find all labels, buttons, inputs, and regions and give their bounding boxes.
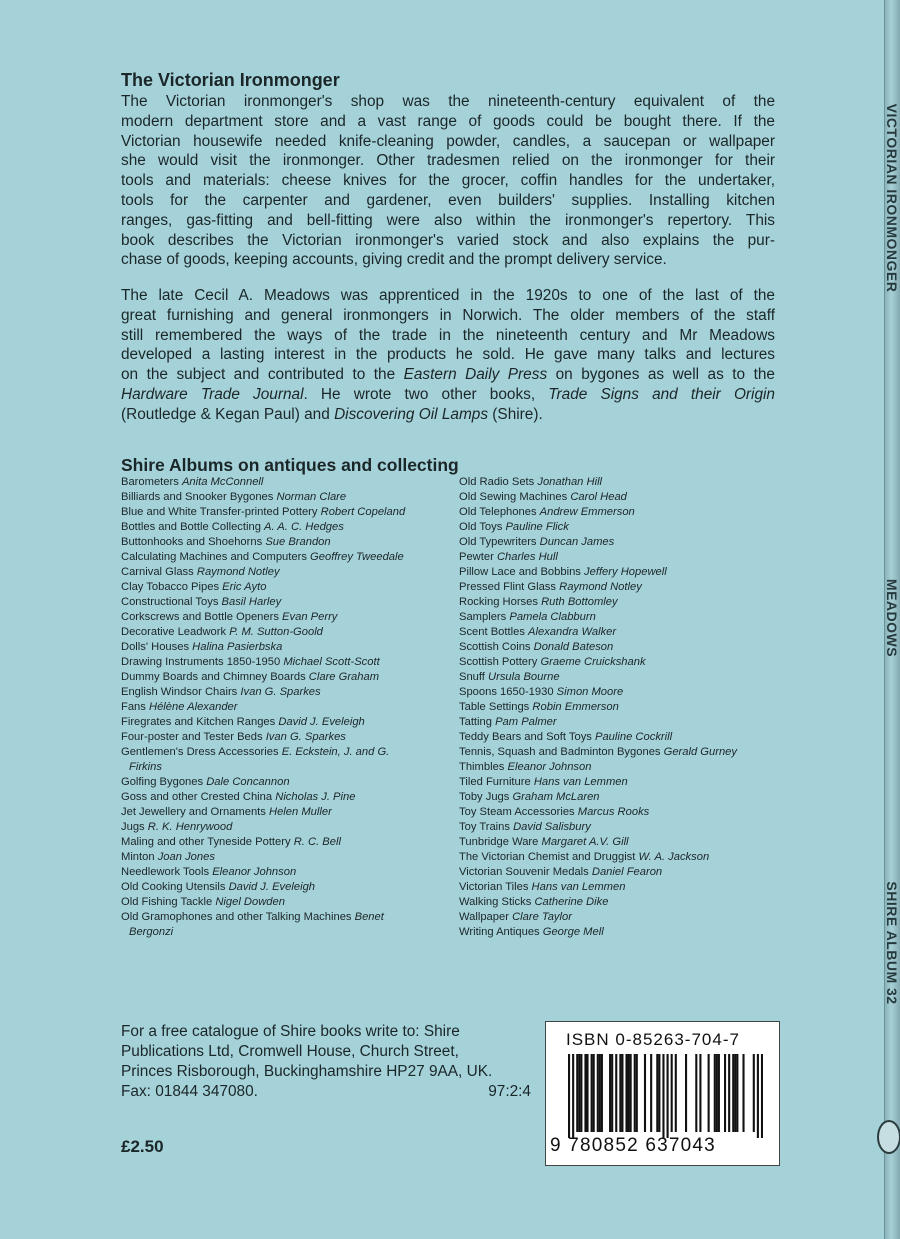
album-entry	[459, 580, 799, 595]
paragraph-line	[121, 405, 775, 425]
album-entry	[121, 625, 441, 640]
text-run: (Shire).	[488, 405, 543, 423]
barcode-bar	[644, 1054, 646, 1132]
album-title: Spoons 1650-1930	[459, 686, 554, 698]
text-run: (Routledge & Kegan Paul) and	[121, 405, 335, 423]
album-author: P. M. Sutton-Goold	[229, 626, 323, 638]
album-entry	[459, 760, 799, 775]
album-entry	[121, 655, 441, 670]
album-entry	[121, 505, 441, 520]
barcode-bar	[601, 1054, 603, 1132]
paragraph-line: tools and materials: cheese knives for the grocer, coffin handles for the undertaker,	[121, 172, 775, 190]
album-author: Margaret A.V. Gill	[541, 836, 629, 848]
album-author: Marcus Rooks	[577, 806, 650, 818]
album-title: Tiled Furniture	[459, 776, 531, 788]
barcode-bar	[671, 1054, 673, 1132]
spine-title: VICTORIAN IRONMONGER	[884, 103, 900, 293]
barcode-bar	[615, 1054, 617, 1132]
album-entry	[459, 835, 799, 850]
barcode-bar	[675, 1054, 677, 1132]
album-entry	[121, 520, 441, 535]
album-entry	[121, 565, 441, 580]
album-title: Victorian Souvenir Medals	[459, 866, 589, 878]
album-title: Pillow Lace and Bobbins	[459, 566, 581, 578]
barcode-bar	[580, 1054, 582, 1132]
album-author: Eric Ayto	[222, 581, 267, 593]
isbn-number: ISBN 0-85263-704-7	[566, 1030, 740, 1049]
album-author: Duncan James	[539, 536, 615, 548]
album-author: R. K. Henrywood	[147, 821, 233, 833]
album-title: Tennis, Squash and Badminton Bygones	[459, 746, 661, 758]
barcode-bar	[761, 1054, 763, 1138]
album-entry	[459, 520, 799, 535]
album-author: Dale Concannon	[206, 776, 290, 788]
paragraph-line	[121, 385, 775, 405]
album-author: Pauline Flick	[505, 521, 569, 533]
album-author: Ivan G. Sparkes	[240, 686, 321, 698]
album-entry	[121, 910, 441, 925]
album-title: Maling and other Tyneside Pottery	[121, 836, 291, 848]
album-author: Graham McLaren	[512, 791, 600, 803]
barcode-bar	[572, 1054, 574, 1138]
album-entry	[121, 775, 441, 790]
album-entry	[459, 655, 799, 670]
album-title: Toy Trains	[459, 821, 510, 833]
series-list-heading: Shire Albums on antiques and collecting	[121, 455, 459, 475]
album-entry	[121, 865, 441, 880]
album-author: Evan Perry	[282, 611, 338, 623]
album-title: Goss and other Crested China	[121, 791, 273, 803]
album-title: Jugs	[121, 821, 145, 833]
album-author: Nigel Dowden	[215, 896, 285, 908]
album-author: Bergonzi	[129, 926, 174, 938]
print-code: 97:2:4	[488, 1083, 531, 1100]
album-entry	[459, 730, 799, 745]
album-entry	[121, 820, 441, 835]
album-entry	[121, 895, 441, 910]
album-entry	[121, 685, 441, 700]
album-title: Needlework Tools	[121, 866, 210, 878]
barcode-bar	[662, 1054, 664, 1138]
album-author: Sue Brandon	[265, 536, 331, 548]
paragraph-line: Victorian housewife needed knife-cleaning powder, candles, a saucepan or wallpaper	[121, 132, 775, 150]
album-entry	[459, 550, 799, 565]
album-title: Clay Tobacco Pipes	[121, 581, 220, 593]
album-title: Dummy Boards and Chimney Boards	[121, 671, 306, 683]
album-author: Gerald Gurney	[663, 746, 737, 758]
shire-logo-icon	[877, 1120, 900, 1154]
album-title: English Windsor Chairs	[121, 686, 238, 698]
paragraph-line: chase of goods, keeping accounts, giving credit and the prompt delivery service.	[121, 251, 667, 269]
text-run: The late Cecil A. Meadows was apprenticed in the 1920s to one of the last of the	[121, 287, 775, 304]
album-author: W. A. Jackson	[638, 851, 710, 863]
album-entry	[459, 565, 799, 580]
album-entry	[121, 790, 441, 805]
album-title: Constructional Toys	[121, 596, 219, 608]
album-title: Old Typewriters	[459, 536, 537, 548]
album-author: Pamela Clabburn	[509, 611, 596, 623]
album-entry	[121, 610, 441, 625]
album-title: Drawing Instruments 1850-1950	[121, 656, 281, 668]
album-entry	[121, 850, 441, 865]
barcode-bar	[584, 1054, 586, 1132]
paragraph-line: ranges, gas-fitting and bell-fitting were also within the ironmonger's repertory. This	[121, 211, 775, 229]
album-entry	[459, 805, 799, 820]
album-entry	[459, 700, 799, 715]
barcode-bar	[667, 1054, 669, 1138]
album-entry	[121, 835, 441, 850]
text-run: on bygones as well as to the	[547, 366, 775, 384]
text-run: still remembered the ways of the trade in the nineteenth century and Mr Meadows	[121, 326, 775, 344]
paragraph-line: book describes the Victorian ironmonger's varied stock and also explains the pur-	[121, 231, 775, 249]
album-title: Old Gramophones and other Talking Machines	[121, 911, 352, 923]
album-entry	[459, 790, 799, 805]
price: £2.50	[121, 1137, 164, 1156]
album-author: Donald Bateson	[533, 641, 614, 653]
album-entry	[459, 880, 799, 895]
album-entry	[459, 640, 799, 655]
album-title: Barometers	[121, 476, 179, 488]
album-title: The Victorian Chemist and Druggist	[459, 851, 636, 863]
album-entry	[459, 820, 799, 835]
album-author: Charles Hull	[496, 551, 558, 563]
album-entry	[459, 685, 799, 700]
albums-list-column-1	[121, 475, 441, 940]
album-title: Buttonhooks and Shoehorns	[121, 536, 263, 548]
album-title: Old Sewing Machines	[459, 491, 568, 503]
album-title: Fans	[121, 701, 146, 713]
album-title: Gentlemen's Dress Accessories	[121, 746, 279, 758]
album-entry	[459, 895, 799, 910]
album-title: Tunbridge Ware	[459, 836, 539, 848]
album-entry	[121, 730, 441, 745]
album-entry	[459, 910, 799, 925]
album-author: Joan Jones	[157, 851, 215, 863]
album-title: Wallpaper	[459, 911, 509, 923]
albums-list-column-2	[459, 475, 799, 940]
album-author: Helen Muller	[269, 806, 332, 818]
album-author: Carol Head	[570, 491, 627, 503]
album-entry	[121, 580, 441, 595]
album-author: Anita McConnell	[181, 476, 264, 488]
album-title: Dolls' Houses	[121, 641, 190, 653]
album-entry	[121, 550, 441, 565]
fax-row	[121, 1082, 531, 1102]
barcode-bar	[597, 1054, 599, 1132]
barcode-bar	[650, 1054, 652, 1132]
album-title: Old Telephones	[459, 506, 537, 518]
album-title: Old Fishing Tackle	[121, 896, 213, 908]
album-entry	[459, 505, 799, 520]
barcode-bar	[576, 1054, 578, 1132]
paragraph-line	[121, 286, 775, 306]
italic-title: Eastern Daily Press	[403, 366, 548, 384]
album-entry	[459, 475, 799, 490]
album-entry	[121, 715, 441, 730]
album-entry	[121, 805, 441, 820]
album-title: Jet Jewellery and Ornaments	[121, 806, 266, 818]
text-run: . He wrote two other books,	[303, 385, 549, 403]
barcode-bar	[628, 1054, 630, 1132]
album-author: Pauline Cockrill	[595, 731, 673, 743]
album-entry	[121, 670, 441, 685]
album-author: Clare Taylor	[512, 911, 572, 923]
barcode-bars	[568, 1054, 763, 1138]
barcode-bar	[724, 1054, 726, 1132]
album-entry	[121, 880, 441, 895]
barcode-bar	[625, 1054, 627, 1132]
album-entry	[121, 475, 441, 490]
album-title: Pressed Flint Glass	[459, 581, 556, 593]
barcode-bar	[708, 1054, 710, 1132]
paragraph-line: The Victorian ironmonger's shop was the nineteenth-century equivalent of the	[121, 93, 775, 110]
album-title: Bottles and Bottle Collecting	[121, 521, 261, 533]
album-author: Hans van Lemmen	[531, 881, 626, 893]
album-entry	[459, 925, 799, 940]
italic-title: Discovering Oil Lamps	[334, 405, 489, 423]
album-author: David J. Eveleigh	[228, 881, 316, 893]
album-author: Hélène Alexander	[148, 701, 238, 713]
album-author: Hans van Lemmen	[533, 776, 628, 788]
album-author: Eleanor Johnson	[507, 761, 592, 773]
barcode-bar	[757, 1054, 759, 1138]
album-entry	[121, 700, 441, 715]
album-author: Catherine Dike	[534, 896, 609, 908]
album-author: Norman Clare	[276, 491, 347, 503]
album-author: A. A. C. Hedges	[264, 521, 344, 533]
album-title: Four-poster and Tester Beds	[121, 731, 263, 743]
fax-number: Fax: 01844 347080.	[121, 1083, 258, 1100]
album-author: David J. Eveleigh	[278, 716, 365, 728]
album-title: Minton	[121, 851, 155, 863]
album-author: Pam Palmer	[495, 716, 557, 728]
ean-digits: 9 780852 637043	[550, 1135, 716, 1156]
catalogue-notice	[121, 1022, 531, 1102]
barcode-bar	[630, 1054, 632, 1132]
barcode-bar	[619, 1054, 621, 1132]
album-entry	[459, 610, 799, 625]
barcode-bar	[593, 1054, 595, 1132]
album-entry	[459, 865, 799, 880]
album-author: Simon Moore	[556, 686, 624, 698]
paragraph-line: she would visit the ironmonger. Other tradesmen relied on the ironmonger for their	[121, 152, 775, 170]
album-title: Old Radio Sets	[459, 476, 535, 488]
album-entry	[121, 745, 441, 760]
paragraph-line: modern department store and a vast range of goods could be bought there. If the	[121, 112, 775, 130]
barcode-bar	[734, 1054, 736, 1132]
barcode-bar	[634, 1054, 636, 1132]
barcode-bar	[636, 1054, 638, 1132]
barcode-bar	[716, 1054, 718, 1132]
text-run: developed a lasting interest in the products he sold. He gave many talks and lectures	[121, 346, 775, 364]
barcode-bar	[658, 1054, 660, 1132]
barcode-bar	[591, 1054, 593, 1132]
barcode-bar	[753, 1054, 755, 1132]
album-title: Victorian Tiles	[459, 881, 529, 893]
album-entry	[121, 595, 441, 610]
album-entry	[459, 595, 799, 610]
album-title: Decorative Leadwork	[121, 626, 227, 638]
album-author: Graeme Cruickshank	[540, 656, 646, 668]
barcode-bar	[599, 1054, 601, 1132]
paragraph-line	[121, 345, 775, 365]
album-title: Scottish Pottery	[459, 656, 538, 668]
album-author: Benet	[354, 911, 384, 923]
album-entry	[459, 670, 799, 685]
album-author: Daniel Fearon	[591, 866, 663, 878]
barcode-bar	[568, 1054, 570, 1138]
album-title: Samplers	[459, 611, 507, 623]
barcode-bar	[736, 1054, 738, 1132]
album-title: Old Cooking Utensils	[121, 881, 226, 893]
album-title: Golfing Bygones	[121, 776, 204, 788]
album-author: Andrew Emmerson	[539, 506, 635, 518]
album-entry	[459, 715, 799, 730]
album-title: Snuff	[459, 671, 485, 683]
album-title: Walking Sticks	[459, 896, 532, 908]
album-title: Billiards and Snooker Bygones	[121, 491, 274, 503]
catalogue-line: Princes Risborough, Buckinghamshire HP27 9AA, UK.	[121, 1063, 493, 1080]
album-author: Ruth Bottomley	[541, 596, 618, 608]
album-author: Robert Copeland	[320, 506, 406, 518]
album-author: Geoffrey Tweedale	[310, 551, 404, 563]
barcode-bar	[699, 1054, 701, 1132]
catalogue-line: Publications Ltd, Cromwell House, Church Street,	[121, 1043, 459, 1060]
italic-title: Hardware Trade Journal	[121, 385, 304, 403]
album-entry	[121, 490, 441, 505]
album-title: Old Toys	[459, 521, 503, 533]
barcode-bar	[611, 1054, 613, 1132]
album-title: Toy Steam Accessories	[459, 806, 575, 818]
album-title: Pewter	[459, 551, 494, 563]
album-entry	[459, 850, 799, 865]
spine-series: SHIRE ALBUM 32	[884, 881, 900, 1005]
barcode-bar	[656, 1054, 658, 1132]
album-author: Ursula Bourne	[488, 671, 560, 683]
album-author: Robin Emmerson	[532, 701, 619, 713]
album-author: Firkins	[129, 761, 162, 773]
album-author: Raymond Notley	[196, 566, 280, 578]
album-author: Eleanor Johnson	[212, 866, 297, 878]
barcode-bar	[695, 1054, 697, 1132]
barcode-bar	[685, 1054, 687, 1132]
paragraph-line: tools for the carpenter and gardener, even builders' supplies. Installing kitchen	[121, 191, 775, 209]
description-paragraph	[121, 92, 775, 270]
album-author: Alexandra Walker	[528, 626, 617, 638]
album-title: Toby Jugs	[459, 791, 510, 803]
paragraph-line	[121, 306, 775, 326]
barcode-bar	[586, 1054, 588, 1132]
barcode-bar	[621, 1054, 623, 1132]
album-author: R. C. Bell	[293, 836, 341, 848]
album-title: Tatting	[459, 716, 492, 728]
album-entry	[121, 535, 441, 550]
album-entry	[459, 490, 799, 505]
album-title: Thimbles	[459, 761, 505, 773]
album-author: Halina Pasierbska	[192, 641, 283, 653]
barcode-bar	[718, 1054, 720, 1132]
barcode-bar	[728, 1054, 730, 1132]
album-author: David Salisbury	[513, 821, 591, 833]
album-author-continued	[121, 925, 441, 940]
barcode-bar	[732, 1054, 734, 1132]
italic-title: Trade Signs and their Origin	[548, 385, 775, 403]
album-author: Nicholas J. Pine	[275, 791, 356, 803]
barcode-bar	[578, 1054, 580, 1132]
album-title: Firegrates and Kitchen Ranges	[121, 716, 276, 728]
barcode	[545, 1021, 780, 1166]
paragraph-line	[121, 326, 775, 346]
text-run: great furnishing and general ironmongers in Norwich. The older members of the staff	[121, 306, 775, 324]
spine-author: MEADOWS	[884, 578, 900, 658]
author-paragraph	[121, 286, 775, 425]
album-title: Scottish Coins	[459, 641, 531, 653]
album-author: Jonathan Hill	[537, 476, 603, 488]
album-author: Michael Scott-Scott	[283, 656, 380, 668]
album-title: Scent Bottles	[459, 626, 525, 638]
album-title: Blue and White Transfer-printed Pottery	[121, 506, 318, 518]
album-title: Corkscrews and Bottle Openers	[121, 611, 279, 623]
album-entry	[459, 535, 799, 550]
album-author-continued	[121, 760, 441, 775]
album-author: Ivan G. Sparkes	[265, 731, 346, 743]
album-entry	[459, 775, 799, 790]
album-author: Raymond Notley	[559, 581, 642, 593]
album-title: Rocking Horses	[459, 596, 538, 608]
album-author: Basil Harley	[221, 596, 282, 608]
album-title: Table Settings	[459, 701, 530, 713]
album-title: Writing Antiques	[459, 926, 540, 938]
album-title: Carnival Glass	[121, 566, 194, 578]
album-entry	[121, 640, 441, 655]
album-entry	[459, 625, 799, 640]
album-entry	[459, 745, 799, 760]
catalogue-line: For a free catalogue of Shire books write to: Shire	[121, 1023, 460, 1040]
text-run: on the subject and contributed to the	[121, 366, 404, 384]
barcode-bar	[742, 1054, 744, 1132]
album-title: Calculating Machines and Computers	[121, 551, 307, 563]
album-author: Jeffery Hopewell	[584, 566, 667, 578]
album-author: Clare Graham	[308, 671, 380, 683]
album-author: E. Eckstein, J. and G.	[281, 746, 390, 758]
book-title: The Victorian Ironmonger	[121, 70, 340, 90]
barcode-bar	[609, 1054, 611, 1132]
album-title: Teddy Bears and Soft Toys	[459, 731, 592, 743]
paragraph-line	[121, 365, 775, 385]
barcode-bar	[714, 1054, 716, 1132]
album-author: George Mell	[542, 926, 604, 938]
